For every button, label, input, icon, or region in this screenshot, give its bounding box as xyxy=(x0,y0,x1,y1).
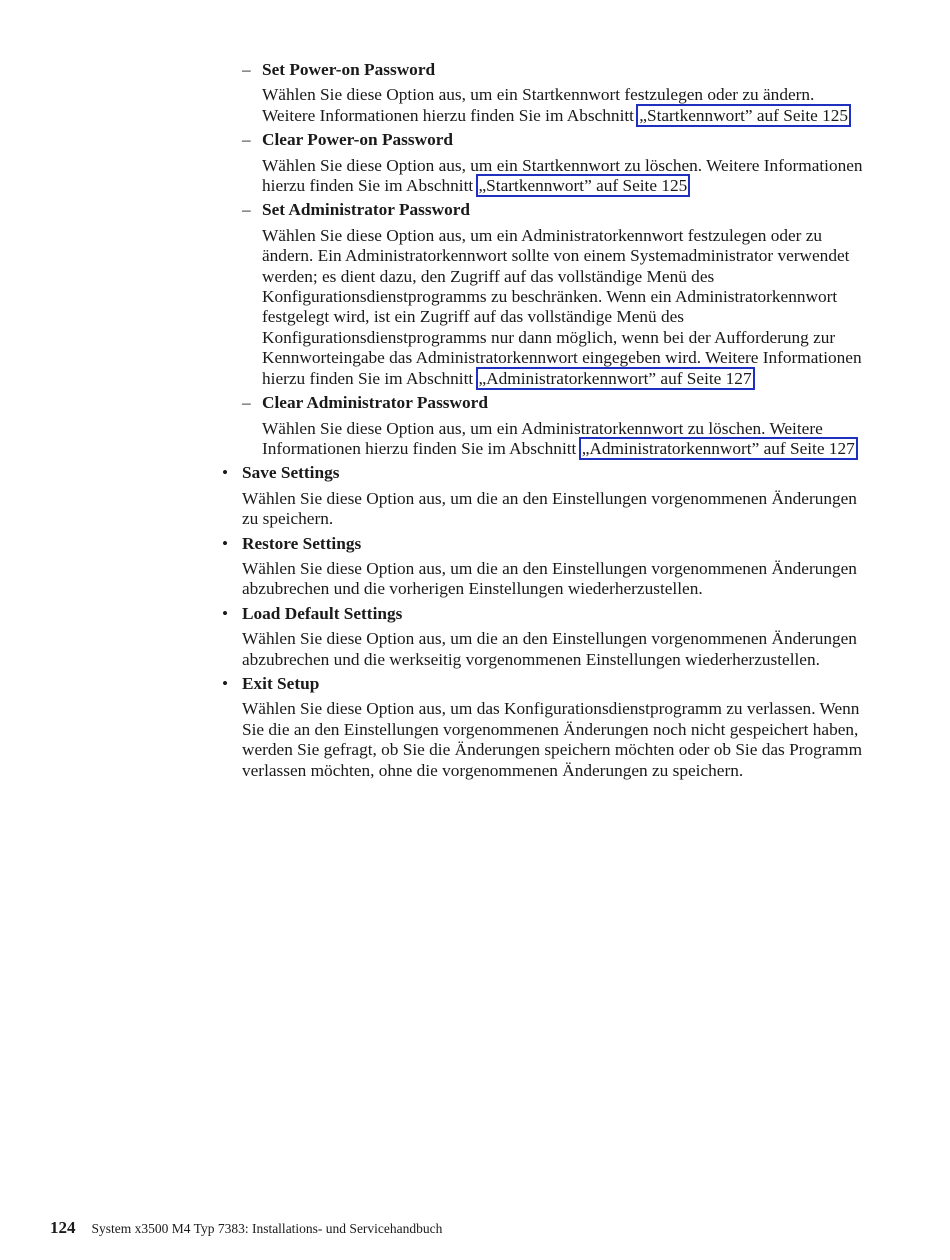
item-description: Wählen Sie diese Option aus, um die an den Einstellungen vorgenommenen Änderungen abzubrechen und die werkseitig vorgenommenen Einstellungen wiederherzustellen. xyxy=(242,629,857,669)
cross-reference-link[interactable]: „Administratorkennwort” auf Seite 127 xyxy=(581,438,855,458)
description-text: Wählen Sie diese Option aus, um ein Startkennwort festzulegen oder zu ändern. Weitere Informationen hierzu finden Sie im Abschnitt xyxy=(262,85,815,125)
cross-reference-link[interactable]: „Startkennwort” auf Seite 125 xyxy=(639,105,849,125)
item-title: Set Power-on Password xyxy=(262,60,436,79)
item-description xyxy=(262,85,867,126)
item-description xyxy=(262,226,867,389)
description-text: Wählen Sie diese Option aus, um ein Administratorkennwort festzulegen oder zu ändern. Ein Administratorkennwort sollte von einem Systemadministrator verwendet werden; es dient dazu, den Zugriff auf das vollständige Menü des Konfigurationsdienstprogramms zu beschränken. Wenn ein Administratorkennwort festgelegt wird, ist ein Zugriff auf das vollständige Menü des Konfigurationsdienstprogramms nur dann möglich, wenn bei der Aufforderung zur Kennworteingabe das Administratorkennwort eingegeben wird. Weitere Informationen hierzu finden Sie im Abschnitt xyxy=(262,225,862,388)
list-item-clear-administrator-password xyxy=(242,393,867,459)
item-title: Clear Administrator Password xyxy=(262,393,488,413)
dash-marker: – xyxy=(242,60,251,79)
item-title: Set Administrator Password xyxy=(262,200,471,220)
description-text: Wählen Sie diese Option aus, um ein Administratorkennwort zu löschen. Weitere Informationen hierzu finden Sie im Abschnitt xyxy=(262,418,823,458)
item-description: Wählen Sie diese Option aus, um das Konfigurationsdienstprogramm zu verlassen. Wenn Sie die an den Einstellungen vorgenommenen Änderungen noch nicht gespeichert haben, werden Sie gefragt, ob Sie die Änderungen speichern möchten oder ob Sie das Programm verlassen möchten, ohne die vorgenommenen Änderungen zu speichern. xyxy=(242,699,863,780)
page-number: 124 xyxy=(50,1218,76,1237)
password-options-list xyxy=(242,60,867,459)
list-item-set-power-on-password xyxy=(242,60,867,126)
list-item-clear-power-on-password xyxy=(242,130,867,196)
bullet-marker: • xyxy=(222,673,229,693)
dash-marker: – xyxy=(242,393,251,413)
item-description xyxy=(262,156,867,197)
list-item-set-administrator-password xyxy=(242,200,867,389)
item-title: Save Settings xyxy=(242,463,340,483)
document-title: System x3500 M4 Typ 7383: Installations- und Servicehandbuch xyxy=(91,1221,443,1236)
bullet-marker: • xyxy=(222,463,229,483)
list-item-load-default-settings xyxy=(222,604,867,670)
item-title: Restore Settings xyxy=(242,533,362,553)
item-title: Clear Power-on Password xyxy=(262,130,454,150)
item-description: Wählen Sie diese Option aus, um die an den Einstellungen vorgenommenen Änderungen abzubrechen und die vorherigen Einstellungen wiederherzustellen. xyxy=(242,558,857,599)
list-item-restore-settings xyxy=(222,534,867,600)
list-item-exit-setup xyxy=(222,674,867,781)
dash-marker: – xyxy=(242,200,251,220)
list-item-save-settings xyxy=(222,463,867,529)
cross-reference-link[interactable]: „Administratorkennwort” auf Seite 127 xyxy=(478,368,752,388)
item-title: Load Default Settings xyxy=(242,603,403,623)
bullet-marker: • xyxy=(222,533,229,553)
page-content xyxy=(222,60,867,785)
dash-marker: – xyxy=(242,130,251,150)
page-footer xyxy=(50,1218,442,1238)
item-description: Wählen Sie diese Option aus, um die an den Einstellungen vorgenommenen Änderungen zu speichern. xyxy=(242,488,857,529)
settings-options-list xyxy=(222,463,867,781)
description-text: Wählen Sie diese Option aus, um ein Startkennwort zu löschen. Weitere Informationen hierzu finden Sie im Abschnitt xyxy=(262,155,863,196)
cross-reference-link[interactable]: „Startkennwort” auf Seite 125 xyxy=(478,176,688,196)
bullet-marker: • xyxy=(222,603,229,623)
item-description xyxy=(262,419,867,460)
item-title: Exit Setup xyxy=(242,673,320,693)
